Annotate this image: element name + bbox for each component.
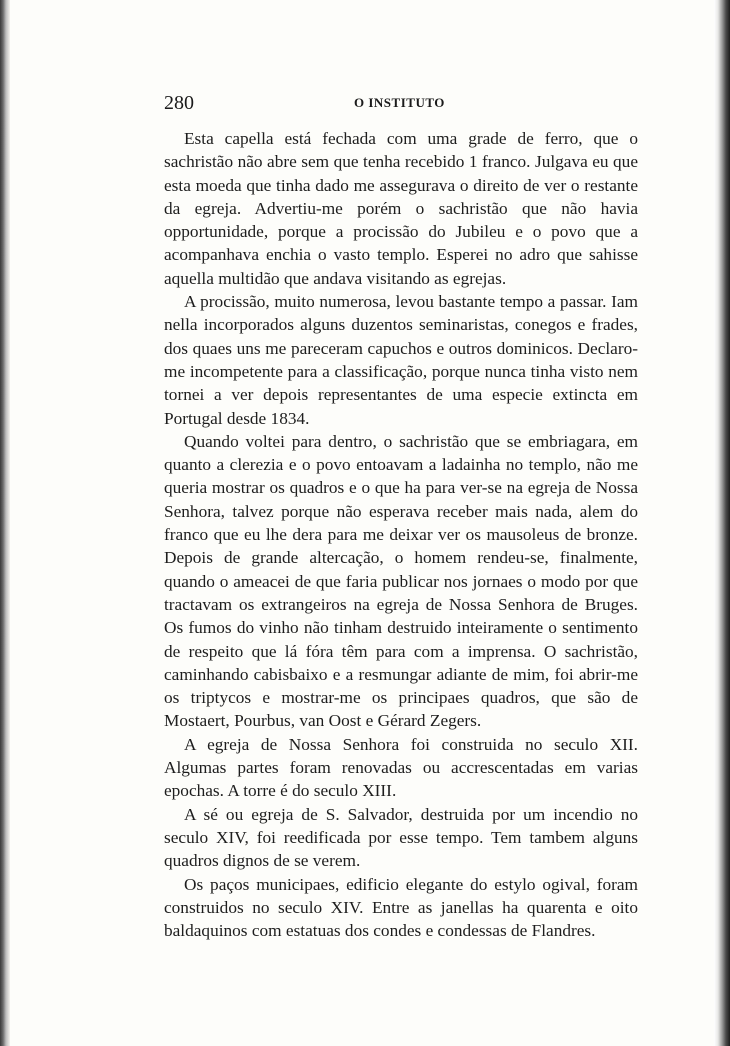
running-title: O INSTITUTO [354,95,445,110]
paragraph: Quando voltei para dentro, o sachristão que se embriagara, em quanto a clerezia e o povo entoavam a ladainha no templo, não me queria mostrar os quadros e o que ha para ver-se na egreja de Nossa Senhora, talvez porque não esperava receber mais nada, alem do franco que eu lhe dera para me deixar ver os mausoleus de bronze. Depois de grande altercação, o homem rendeu-se, finalmente, quando o ameacei de que faria publicar nos jornaes o modo por que tractavam os extrangeiros na egreja de Nossa Senhora de Bruges. Os fumos do vinho não tinham destruido inteiramente o sentimento de respeito que lá fóra têm para com a imprensa. O sachristão, caminhando cabisbaixo e a resmungar adiante de mim, foi abrir-me os triptycos e mostrar-me os principaes quadros, que são de Mostaert, Pourbus, van Oost e Gérard Zegers. [164,431,638,731]
paragraph: Os paços municipaes, edificio elegante do estylo ogival, foram construidos no seculo XIV. Entre as janellas ha quarenta e oito baldaquinos com estatuas dos condes e condessas de Flandres. [164,874,638,941]
paragraph: A sé ou egreja de S. Salvador, destruida por um incendio no seculo XIV, foi reedificada por esse tempo. Tem tambem alguns quadros dignos de se verem. [164,804,638,871]
right-page-edge [714,0,730,1046]
paragraph: Esta capella está fechada com uma grade de ferro, que o sachristão não abre sem que tenha recebido 1 franco. Julgava eu que esta moeda que tinha dado me assegurava o direito de ver o restante da egreja. Advertiu-me porém o sachristão que não havia opportunidade, porque a procissão do Jubileu e o povo que a acompanhava enchia o vasto templo. Esperei no adro que sahisse aquella multidão que andava visitando as egrejas. [164,129,638,288]
body-text [164,127,638,942]
paragraph: A egreja de Nossa Senhora foi construida no seculo XII. Algumas partes foram renovadas ou accrescentadas em varias epochas. A torre é do seculo XIII. [164,734,638,801]
page-header [164,92,638,118]
page-number: 280 [164,92,194,114]
left-binding-edge [0,0,10,1046]
paragraph: A procissão, muito numerosa, levou bastante tempo a passar. Iam nella incorporados alguns duzentos seminaristas, conegos e frades, dos quaes uns me pareceram capuchos e outros dominicos. Declaro-me incompetente para a classificação, porque nunca tinha visto nem tornei a ver depois representantes de uma especie extincta em Portugal desde 1834. [164,292,638,428]
